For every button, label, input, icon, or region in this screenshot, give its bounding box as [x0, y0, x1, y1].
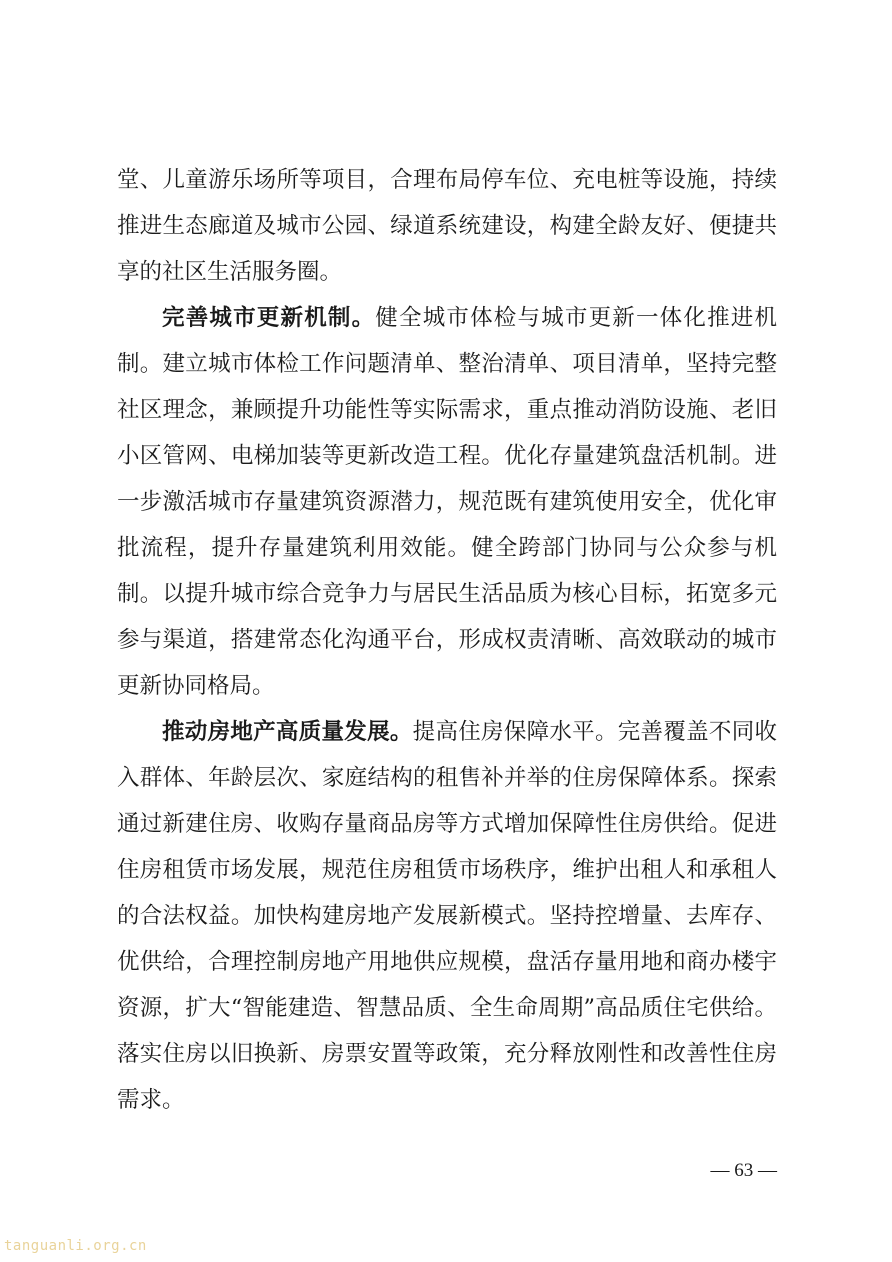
paragraph-urban-renewal [117, 295, 777, 709]
paragraph-text: 健全城市体检与城市更新一体化推进机制。建立城市体检工作问题清单、整治清单、项目清单，坚持完整社区理念，兼顾提升功能性等实际需求，重点推动消防设施、老旧小区管网、电梯加装等更新改造工程。优化存量建筑盘活机制。进一步激活城市存量建筑资源潜力，规范既有建筑使用安全，优化审批流程，提升存量建筑利用效能。健全跨部门协同与公众参与机制。以提升城市综合竞争力与居民生活品质为核心目标，拓宽多元参与渠道，搭建常态化沟通平台，形成权责清晰、高效联动的城市更新协同格局。 [117, 305, 777, 699]
paragraph-heading: 完善城市更新机制。 [162, 305, 376, 331]
document-body [117, 157, 777, 1123]
watermark-text: tanguanli.org.cn [4, 1238, 147, 1254]
page-number: — 63 — [710, 1160, 777, 1181]
paragraph-continuation [117, 157, 777, 295]
paragraph-text: 提高住房保障水平。完善覆盖不同收入群体、年龄层次、家庭结构的租售补并举的住房保障体系。探索通过新建住房、收购存量商品房等方式增加保障性住房供给。促进住房租赁市场发展，规范住房租赁市场秩序，维护出租人和承租人的合法权益。加快构建房地产发展新模式。坚持控增量、去库存、优供给，合理控制房地产用地供应规模，盘活存量用地和商办楼宇资源，扩大“智能建造、智慧品质、全生命周期”高品质住宅供给。落实住房以旧换新、房票安置等政策，充分释放刚性和改善性住房需求。 [117, 719, 777, 1113]
paragraph-real-estate [117, 709, 777, 1123]
paragraph-heading: 推动房地产高质量发展。 [162, 719, 413, 745]
paragraph-text: 堂、儿童游乐场所等项目，合理布局停车位、充电桩等设施，持续推进生态廊道及城市公园、绿道系统建设，构建全龄友好、便捷共享的社区生活服务圈。 [117, 167, 777, 285]
